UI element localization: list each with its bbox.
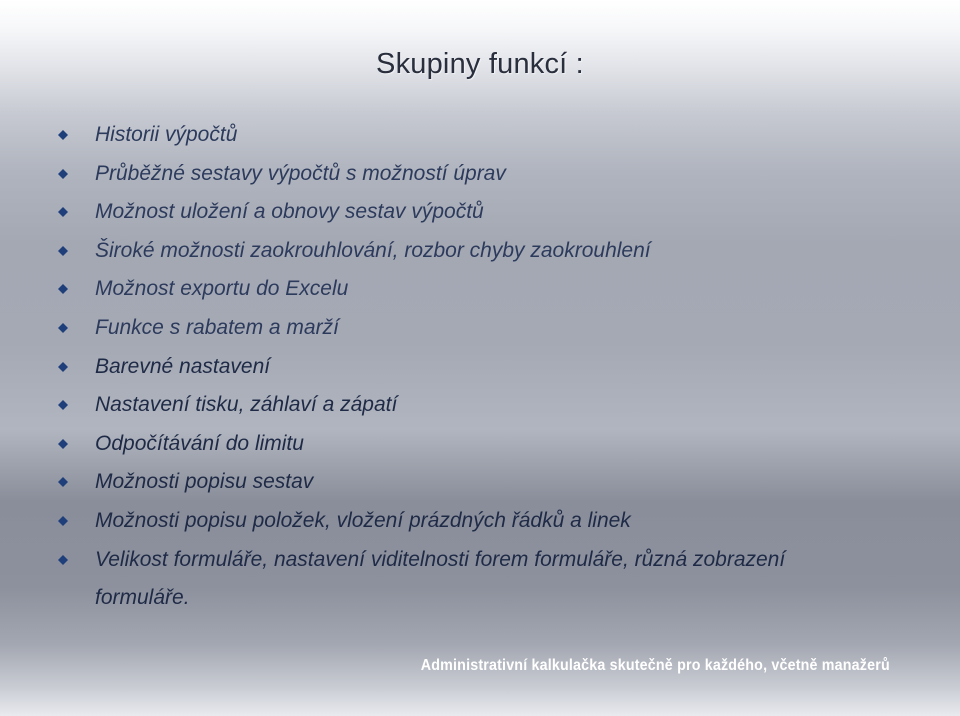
diamond-bullet-icon — [58, 323, 68, 333]
list-item — [58, 348, 918, 387]
list-item-text: Velikost formuláře, nastavení viditelnosti forem formuláře, různá zobrazení formuláře. — [95, 547, 786, 609]
diamond-bullet-icon — [58, 400, 68, 410]
list-item-text: Historii výpočtů — [95, 123, 238, 146]
list-item — [58, 309, 918, 348]
footer-tagline: Administrativní kalkulačka skutečně pro každého, včetně manažerů — [420, 657, 890, 674]
diamond-bullet-icon — [58, 246, 68, 256]
list-item-text: Možnosti popisu sestav — [95, 470, 314, 494]
list-item — [58, 502, 918, 541]
list-item-text: Široké možnosti zaokrouhlování, rozbor chyby zaokrouhlení — [95, 238, 651, 262]
list-item — [58, 386, 918, 425]
list-item-text: Průběžné sestavy výpočtů s možností úprav — [95, 161, 506, 185]
diamond-bullet-icon — [58, 207, 68, 217]
list-item — [58, 463, 918, 502]
feature-list — [58, 116, 918, 617]
list-item-text: Funkce s rabatem a marží — [95, 315, 339, 339]
list-item-text: Odpočítávání do limitu — [95, 431, 304, 455]
list-item-text: Nastavení tisku, záhlaví a zápatí — [95, 393, 398, 417]
diamond-bullet-icon — [58, 516, 68, 526]
diamond-bullet-icon — [58, 439, 68, 449]
diamond-bullet-icon — [58, 362, 68, 372]
list-item — [58, 116, 918, 155]
list-item-text: Možnost uložení a obnovy sestav výpočtů — [95, 200, 484, 224]
list-item-text: Možnosti popisu položek, vložení prázdných řádků a linek — [95, 508, 631, 532]
diamond-bullet-icon — [58, 130, 68, 140]
diamond-bullet-icon — [58, 284, 68, 294]
list-item — [58, 270, 918, 309]
diamond-bullet-icon — [58, 169, 68, 179]
list-item — [58, 541, 918, 617]
diamond-bullet-icon — [58, 555, 68, 565]
list-item — [58, 232, 918, 271]
diamond-bullet-icon — [58, 477, 68, 487]
list-item-text: Barevné nastavení — [95, 354, 271, 378]
list-item — [58, 193, 918, 232]
list-item-text: Možnost exportu do Excelu — [95, 277, 349, 301]
list-item — [58, 425, 918, 464]
slide-title: Skupiny funkcí : — [376, 48, 584, 80]
list-item — [58, 155, 918, 194]
